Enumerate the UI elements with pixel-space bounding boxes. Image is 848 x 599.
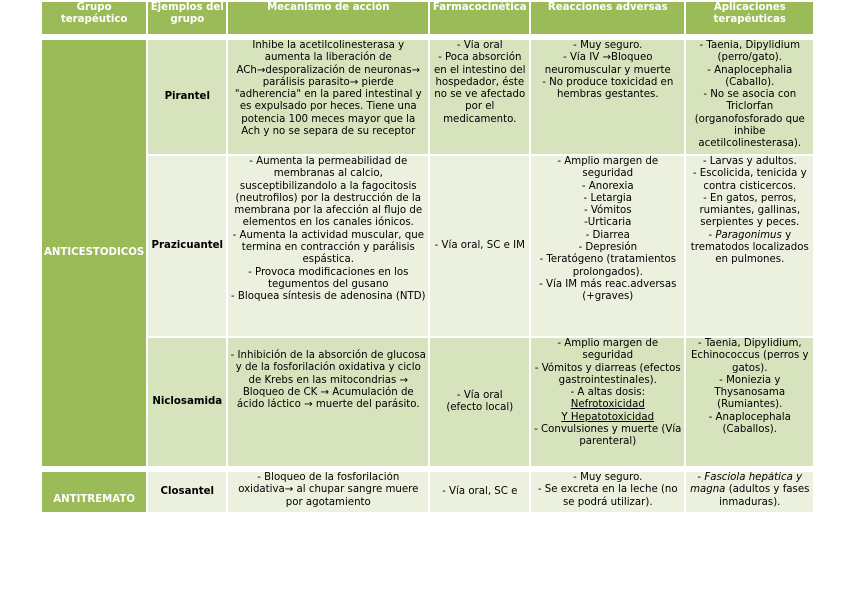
pharmacokinetics-cell <box>429 155 530 337</box>
header-group: Grupo terapéutico <box>41 1 147 35</box>
adverse-text: - Teratógeno (tratamientos prolongados). <box>539 254 677 278</box>
table-row <box>41 337 814 467</box>
adverse-text: - Muy seguro. <box>573 472 643 483</box>
pk-text: - Vía oral, SC e <box>442 485 518 497</box>
pk-text: (efecto local) <box>446 402 514 413</box>
application-text: - En gatos, perros, rumiantes, gallinas, serpientes y peces. <box>699 192 801 229</box>
application-text: - Anaplocephalia (Caballo). <box>707 64 793 88</box>
adverse-text: - No produce toxicidad en hembras gestantes. <box>542 76 674 101</box>
mechanism-cell <box>227 39 429 155</box>
pk-text: - Poca absorción en el intestino del hospedador, éste no se ve afectado por el medicamento. <box>434 52 526 125</box>
adverse-cell <box>530 39 685 155</box>
application-text: - Paragonimus y trematodos localizados en pulmones. <box>690 229 809 266</box>
pk-text: - Vía oral, SC e IM <box>434 239 525 251</box>
drug-name: Closantel <box>147 471 227 513</box>
applications-cell <box>685 471 814 513</box>
pk-text: - Vía oral <box>456 40 503 51</box>
mechanism-text: - Bloquea síntesis de adenosina (NTD) <box>230 291 426 303</box>
application-dash: - <box>697 472 702 483</box>
species-italic: Fasciola hepática y magna <box>690 472 803 496</box>
application-text-tail: y trematodos localizados en pulmones. <box>690 229 809 266</box>
group-anticestodicos: ANTICESTODICOS <box>41 39 147 467</box>
adverse-text: - Vómitos y diarreas (efectos gastrointestinales). <box>534 362 681 386</box>
group-antitrematodos: ANTITREMATO <box>41 471 147 513</box>
drug-table <box>40 0 815 514</box>
adverse-text-underlined: Nefrotoxicidad <box>570 399 645 411</box>
applications-cell <box>685 39 814 155</box>
adverse-text: -Urticaria <box>584 217 632 229</box>
table-row <box>41 471 814 513</box>
adverse-text: - Vía IV →Bloqueo neuromuscular y muerte <box>544 52 671 76</box>
application-text: - Anaplocephala (Caballos). <box>708 411 791 436</box>
applications-cell <box>685 155 814 337</box>
mechanism-text: - Provoca modificaciones en los tegumentos del gusano <box>248 266 409 290</box>
drug-name: Prazicuantel <box>147 155 227 337</box>
table-row <box>41 39 814 155</box>
header-mechanism: Mecanismo de acción <box>227 1 429 35</box>
adverse-text: - Anorexia <box>581 180 634 192</box>
mechanism-cell <box>227 155 429 337</box>
mechanism-text: - Aumenta la actividad muscular, que termina en contracción y parálisis espástica. <box>232 229 424 266</box>
mechanism-cell <box>227 337 429 467</box>
mechanism-text: - Aumenta la permeabilidad de membranas al calcio, susceptibilizandolo a la fagocitosis (neutrofilos) por la destrucción de la membrana por la afección al flujo de elementos en los canales iónicos. <box>234 156 423 229</box>
application-text: - Escolicida, tenicida y contra cisticercos. <box>692 168 807 192</box>
adverse-text: - Amplio margen de seguridad <box>557 156 659 180</box>
adverse-cell <box>530 471 685 513</box>
adverse-text: - Letargia <box>583 192 632 204</box>
drug-name: Niclosamida <box>147 337 227 467</box>
application-text: - No se asocia con Triclorfan (organofosforado que inhibe acetilcolinesterasa). <box>694 89 805 150</box>
adverse-cell <box>530 155 685 337</box>
application-text: - Taenia, Dipylidium (perro/gato). <box>699 40 800 64</box>
pharmacokinetics-cell <box>429 337 530 467</box>
application-text: - Larvas y adultos. <box>702 156 797 167</box>
header-applications: Aplicaciones terapéuticas <box>685 1 814 35</box>
adverse-text: - Diarrea <box>585 229 630 241</box>
adverse-text: - Muy seguro. <box>573 40 643 51</box>
applications-cell <box>685 337 814 467</box>
mechanism-text: Inhibe la acetilcolinesterasa y aumenta la liberación de ACh→desporalización de neuronas→ parálisis parasito→ pierde "adherencia" en la pared intestinal y es expulsado por heces. Tiene una potencia 100 meces mayor que la Ach y no se separa de su receptor <box>234 40 422 138</box>
adverse-text: - A altas dosis: <box>570 387 646 399</box>
pharmacokinetics-cell <box>429 471 530 513</box>
application-text <box>688 472 811 509</box>
pk-text: - Vía oral <box>456 389 503 401</box>
adverse-cell <box>530 337 685 467</box>
header-adverse: Reacciones adversas <box>530 1 685 35</box>
adverse-text: - Amplio margen de seguridad <box>557 338 659 362</box>
application-text: - Moniezia y Thysanosama (Rumiantes). <box>714 374 786 411</box>
table-row <box>41 155 814 337</box>
species-italic: Paragonimus <box>715 229 782 241</box>
header-pharmacokinetics: Farmacocinética <box>429 1 530 35</box>
pharmacokinetics-cell <box>429 39 530 155</box>
adverse-text: - Depresión <box>578 242 638 254</box>
adverse-text: - Se excreta en la leche (no se podrá utilizar). <box>537 484 678 508</box>
adverse-text: - Vía IM más reac.adversas (+graves) <box>539 278 677 303</box>
application-text: - Taenia, Dipylidium, Echinococcus (perros y gatos). <box>690 338 809 374</box>
adverse-text: - Vómitos <box>583 205 632 217</box>
mechanism-cell <box>227 471 429 513</box>
header-row <box>41 1 814 35</box>
adverse-text-underlined: Y Hepatotoxicidad <box>561 411 655 423</box>
application-text-tail: (adultos y fases inmaduras). <box>719 484 810 508</box>
mechanism-text: - Bloqueo de la fosforilación oxidativa→ al chupar sangre muere por agotamiento <box>238 472 419 508</box>
mechanism-text: - Inhibición de la absorción de glucosa y de la fosforilación oxidativa y ciclo de Krebs en las mitocondrias → Bloqueo de CK → Acumulación de ácido láctico → muerte del parásito. <box>230 350 426 411</box>
adverse-text: - Convulsiones y muerte (Vía parenteral) <box>534 424 682 448</box>
header-examples: Ejemplos del grupo <box>147 1 227 35</box>
drug-name: Pirantel <box>147 39 227 155</box>
